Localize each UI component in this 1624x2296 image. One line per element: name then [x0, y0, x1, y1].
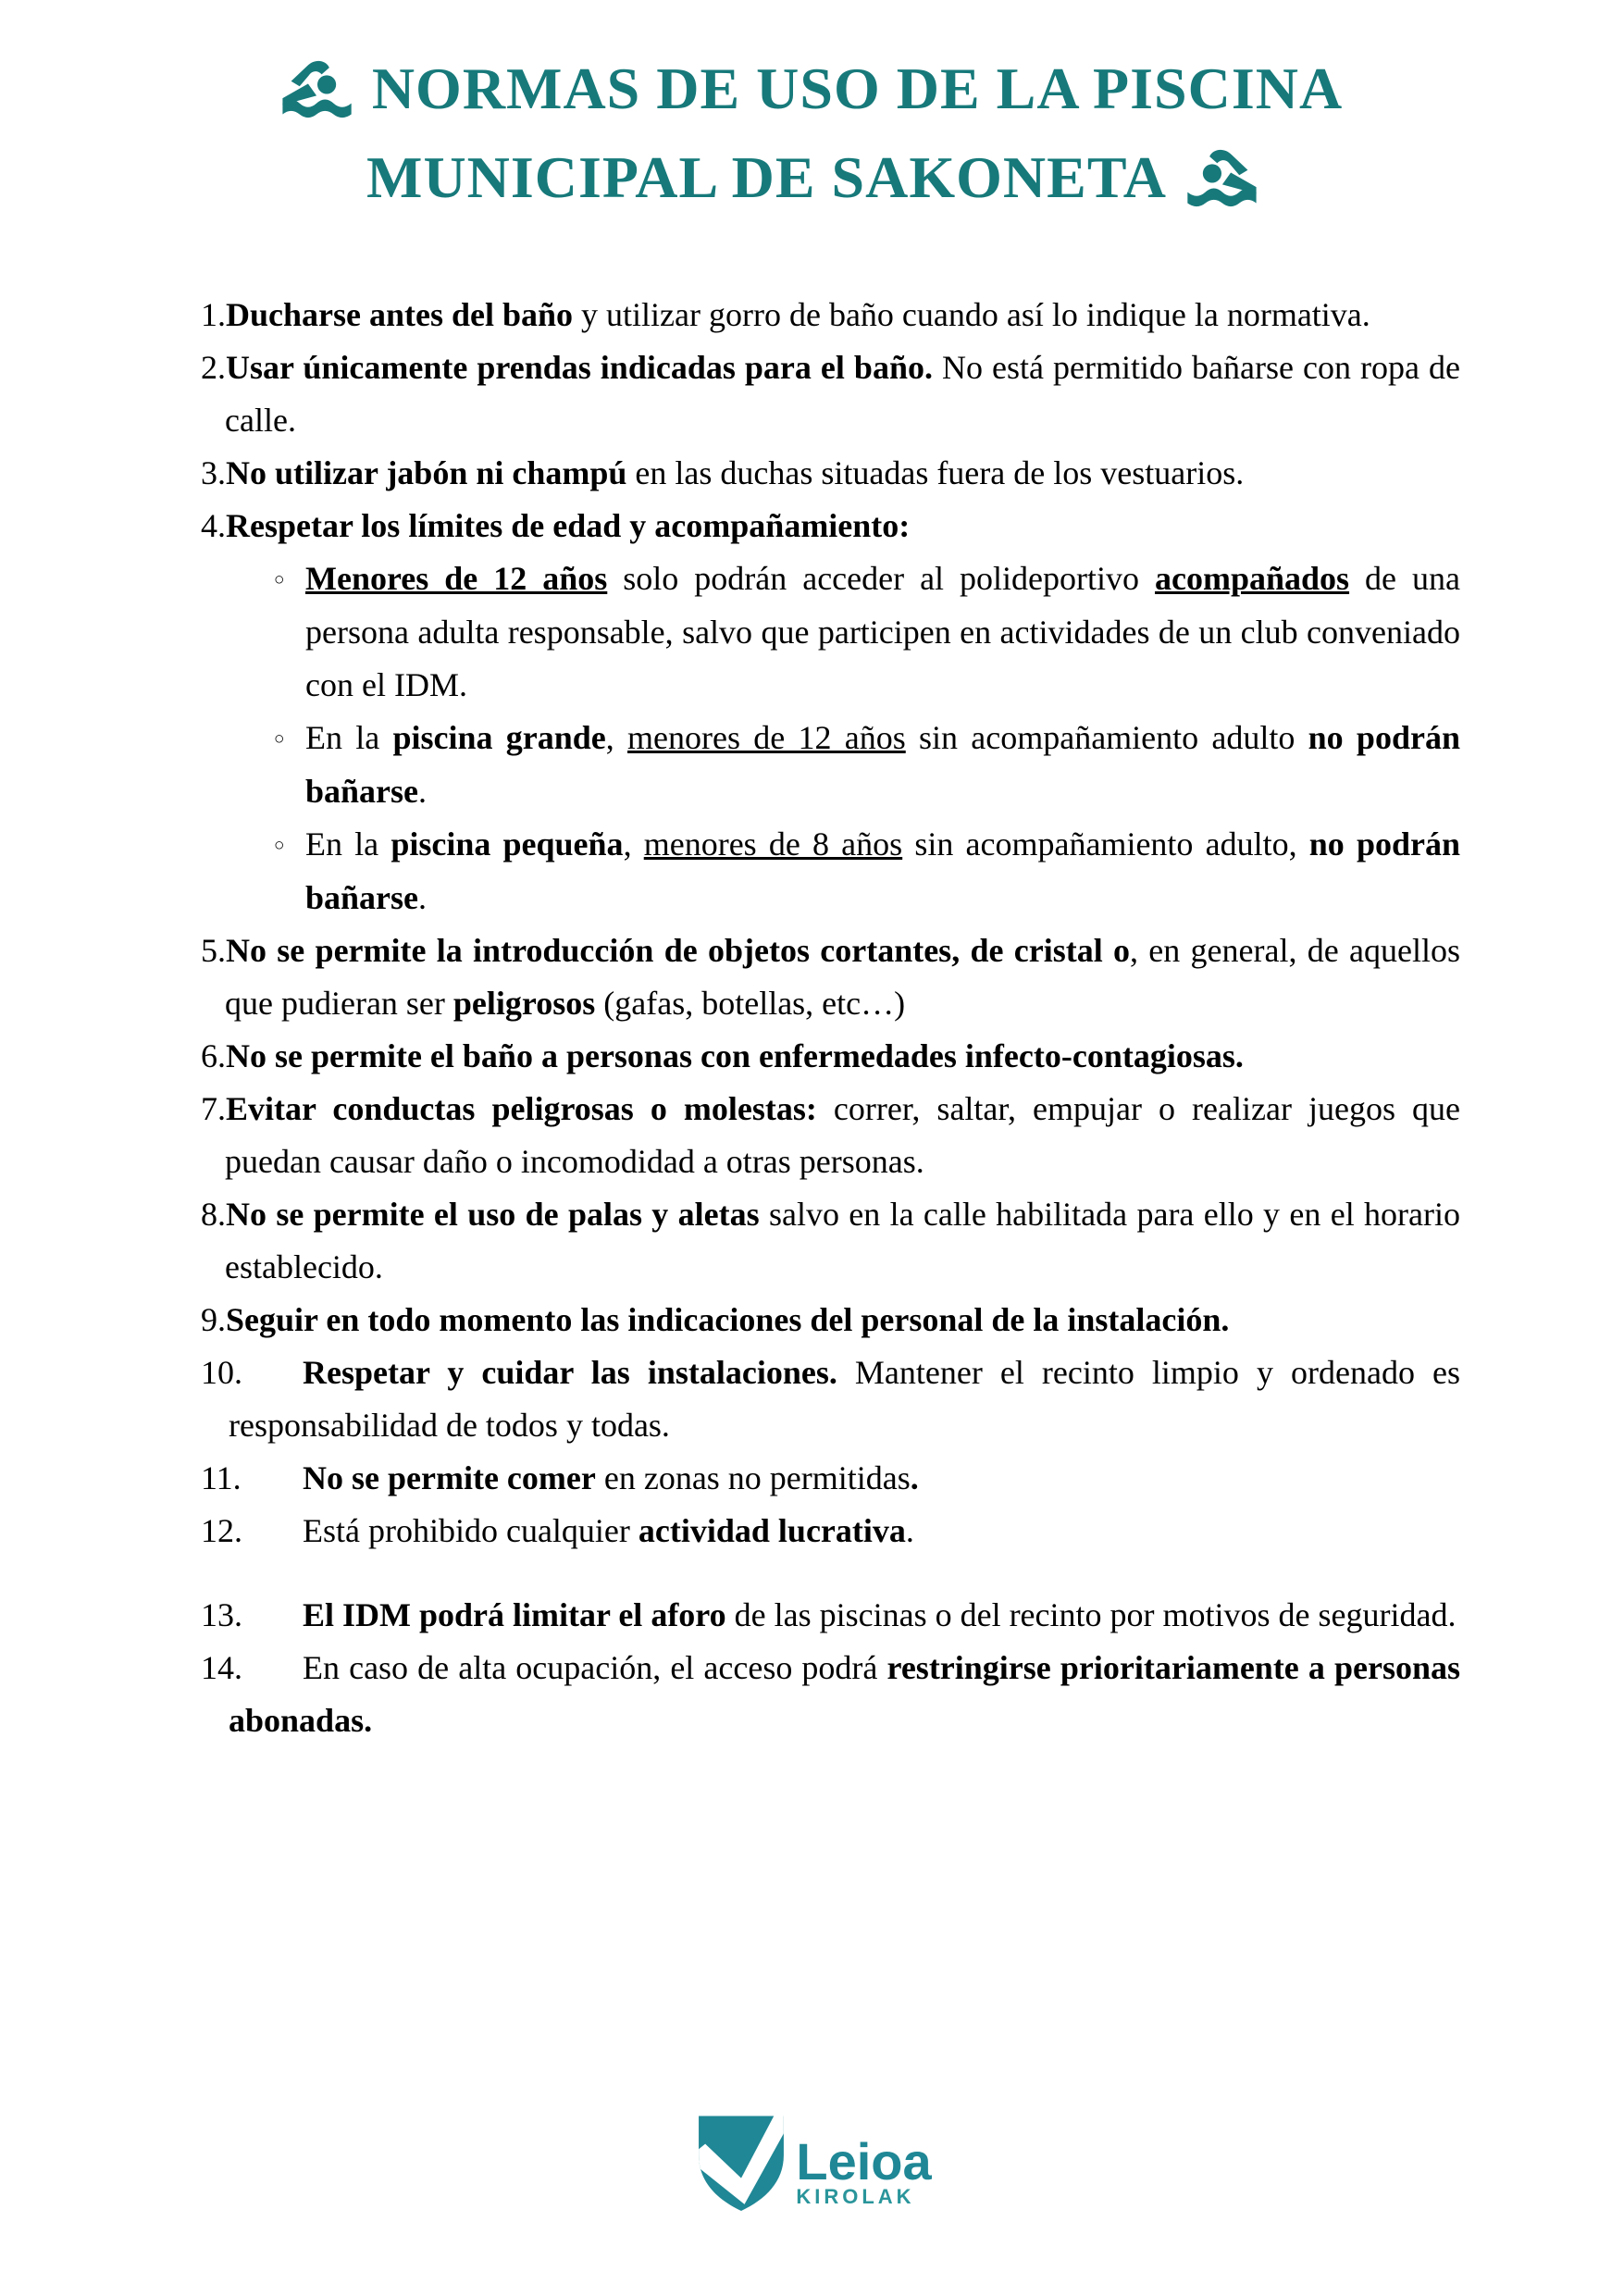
- rule-subitem: [201, 552, 1460, 712]
- rule-item: [201, 1589, 1460, 1642]
- text-run: sin acompañamiento adulto,: [902, 825, 1309, 863]
- text-run: .: [418, 879, 428, 916]
- number-marker: 10.: [201, 1354, 242, 1391]
- text-run: ,: [623, 825, 644, 863]
- text-run: El IDM podrá limitar el aforo: [303, 1596, 726, 1633]
- text-run: y utilizar gorro de baño cuando así lo indique la normativa.: [573, 296, 1370, 333]
- text-run: en zonas no permitidas: [595, 1459, 911, 1496]
- rule-subitem: [201, 818, 1460, 925]
- number-marker: 11.: [201, 1459, 242, 1496]
- text-run: .: [905, 1512, 914, 1549]
- text-run: No se permite el baño a personas con enfermedades infecto-contagiosas.: [226, 1037, 1244, 1074]
- text-run: En la: [305, 719, 393, 756]
- title-text-line2: MUNICIPAL DE SAKONETA: [366, 144, 1167, 210]
- text-run: No utilizar jabón ni champú: [226, 454, 627, 491]
- text-run: correr, saltar, empujar o realizar juegos que puedan causar daño o incomodidad a otras personas.: [225, 1090, 1460, 1180]
- text-run: Menores de 12 años: [305, 560, 608, 597]
- text-run: No se permite comer: [303, 1459, 596, 1496]
- text-run: salvo en la calle habilitada para ello y en el horario establecido.: [225, 1196, 1460, 1285]
- rule-item: [201, 289, 1460, 341]
- rule-subitem: [201, 712, 1460, 818]
- text-run: Evitar conductas peligrosas o molestas:: [226, 1090, 817, 1127]
- number-marker: 9.: [201, 1301, 226, 1338]
- logo-text: [796, 2113, 931, 2209]
- rule-item: [201, 925, 1460, 1030]
- text-run: .: [418, 773, 428, 810]
- title-text-line1: NORMAS DE USO DE LA PISCINA: [371, 56, 1344, 121]
- number-marker: 3.: [201, 454, 226, 491]
- page-footer: [0, 2113, 1624, 2211]
- text-run: menores de 8 años: [643, 825, 903, 863]
- rule-item: [201, 341, 1460, 447]
- text-run: Respetar los límites de edad y acompañamiento:: [226, 507, 911, 544]
- swimmer-icon: [281, 56, 353, 117]
- text-run: , en general, de aquellos que pudieran ser: [225, 932, 1460, 1022]
- text-run: de una persona adulta responsable, salvo que participen en actividades de un club conveniado con el IDM.: [305, 560, 1460, 703]
- rules-list: [201, 289, 1460, 1747]
- number-marker: 12.: [201, 1512, 242, 1549]
- text-run: piscina grande: [392, 719, 606, 756]
- rule-item: [201, 500, 1460, 552]
- text-run: peligrosos: [452, 985, 596, 1022]
- text-run: menores de 12 años: [627, 719, 906, 756]
- number-marker: 7.: [201, 1090, 226, 1127]
- swimmer-icon-mirrored: [1185, 144, 1258, 205]
- number-marker: 8.: [201, 1196, 226, 1233]
- text-run: Respetar y cuidar las instalaciones.: [303, 1354, 837, 1391]
- text-run: de las piscinas o del recinto por motivos de seguridad.: [725, 1596, 1457, 1633]
- logo-subname: KIROLAK: [796, 2185, 915, 2208]
- text-run: restringirse prioritariamente a personas abonadas.: [229, 1649, 1460, 1739]
- text-run: En caso de alta ocupación, el acceso podrá: [303, 1649, 887, 1686]
- text-run: Mantener el recinto limpio y ordenado es responsabilidad de todos y todas.: [229, 1354, 1460, 1444]
- rule-item: [201, 447, 1460, 500]
- shield-checkmark-icon: [692, 2113, 790, 2211]
- bullet-marker: ○: [274, 836, 285, 855]
- text-run: En la: [305, 825, 391, 863]
- bullet-marker: ○: [274, 570, 285, 590]
- number-marker: 13.: [201, 1596, 242, 1633]
- text-run: Usar únicamente prendas indicadas para el baño.: [226, 349, 933, 386]
- page-title: [164, 44, 1460, 222]
- number-marker: 5.: [201, 932, 226, 969]
- number-marker: 4.: [201, 507, 226, 544]
- title-line-1: [281, 56, 1343, 121]
- rule-item: [201, 1294, 1460, 1347]
- rule-item: [201, 1505, 1460, 1558]
- text-run: No se permite el uso de palas y aletas: [226, 1196, 760, 1233]
- rule-item: [201, 1083, 1460, 1188]
- leioa-kirolak-logo: [692, 2113, 931, 2211]
- text-run: Seguir en todo momento las indicaciones del personal de la instalación.: [226, 1301, 1230, 1338]
- text-run: ,: [605, 719, 628, 756]
- rule-item: [201, 1188, 1460, 1294]
- title-line-2: [366, 144, 1258, 210]
- text-run: solo podrán acceder al polideportivo: [607, 560, 1156, 597]
- text-run: actividad lucrativa: [638, 1512, 906, 1549]
- rule-item: [201, 1030, 1460, 1083]
- text-run: No está permitido bañarse con ropa de calle.: [225, 349, 1460, 439]
- text-run: no podrán bañarse: [305, 825, 1460, 916]
- text-run: sin acompañamiento adulto: [905, 719, 1308, 756]
- number-marker: 2.: [201, 349, 226, 386]
- bullet-marker: ○: [274, 729, 285, 749]
- text-run: acompañados: [1155, 560, 1350, 597]
- text-run: .: [910, 1459, 919, 1496]
- number-marker: 14.: [201, 1649, 242, 1686]
- number-marker: 1.: [201, 296, 226, 333]
- number-marker: 6.: [201, 1037, 226, 1074]
- text-run: piscina pequeña: [391, 825, 624, 863]
- rule-item: [201, 1347, 1460, 1452]
- rule-item: [201, 1452, 1460, 1505]
- text-run: No se permite la introducción de objetos cortantes, de cristal o: [226, 932, 1130, 969]
- rule-item: [201, 1642, 1460, 1747]
- text-run: Ducharse antes del baño: [226, 296, 574, 333]
- text-run: (gafas, botellas, etc…): [595, 985, 906, 1022]
- logo-name: Leioa: [796, 2132, 932, 2191]
- text-run: no podrán bañarse: [305, 719, 1460, 810]
- text-run: en las duchas situadas fuera de los vestuarios.: [626, 454, 1245, 491]
- text-run: Está prohibido cualquier: [303, 1512, 638, 1549]
